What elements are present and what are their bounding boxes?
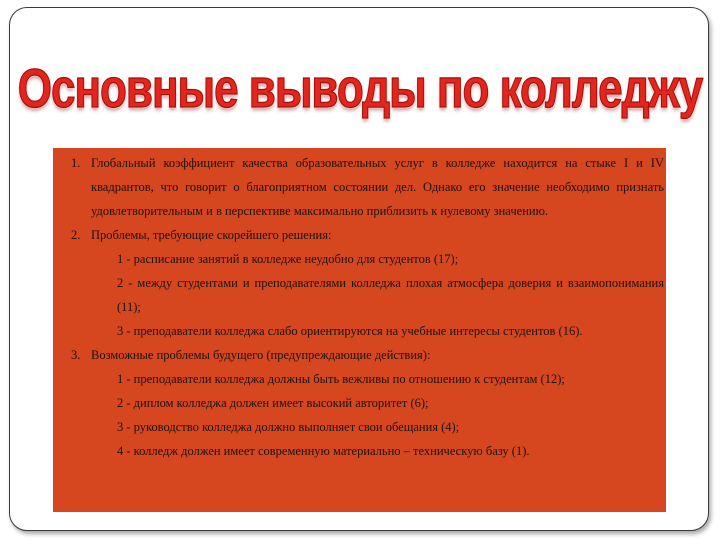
sub-item: 3 - руководство колледжа должно выполняет свои обещания (4);	[117, 420, 460, 434]
sub-item: 1 - преподаватели колледжа должны быть вежливы по отношению к студентам (12);	[117, 372, 565, 386]
item-text: Проблемы, требующие скорейшего решения:	[91, 228, 332, 242]
sub-item: 1 - расписание занятий в колледже неудобно для студентов (17);	[117, 252, 459, 266]
conclusions-box	[53, 148, 666, 512]
item-number: 1.	[71, 156, 81, 170]
sub-item: 2 - между студентами и преподавателями колледжа плохая атмосфера доверия и взаимопонимания (11);	[117, 276, 664, 314]
sub-item: 3 - преподаватели колледжа слабо ориентируются на учебные интересы студентов (16).	[117, 324, 583, 338]
sub-item: 4 - колледж должен имеет современную материально – техническую базу (1).	[117, 444, 530, 458]
list-item	[71, 151, 664, 223]
item-number: 2.	[71, 228, 81, 242]
item-text: Возможные проблемы будущего (предупреждающие действия):	[91, 348, 431, 362]
item-text: Глобальный коэффициент качества образовательных услуг в колледже находится на стыке I и IV квадрантов, что говорит о благоприятном состоянии дел. Однако его значение необходимо признать удовлетворительным и в перспективе максимально приблизить к нулевому значению.	[91, 156, 664, 218]
slide-title: Основные выводы по колледжу	[17, 58, 703, 120]
item-number: 3.	[71, 348, 81, 362]
list-item	[71, 223, 664, 247]
sub-item: 2 - диплом колледжа должен имеет высокий авторитет (6);	[117, 396, 429, 410]
list-item	[71, 343, 664, 367]
